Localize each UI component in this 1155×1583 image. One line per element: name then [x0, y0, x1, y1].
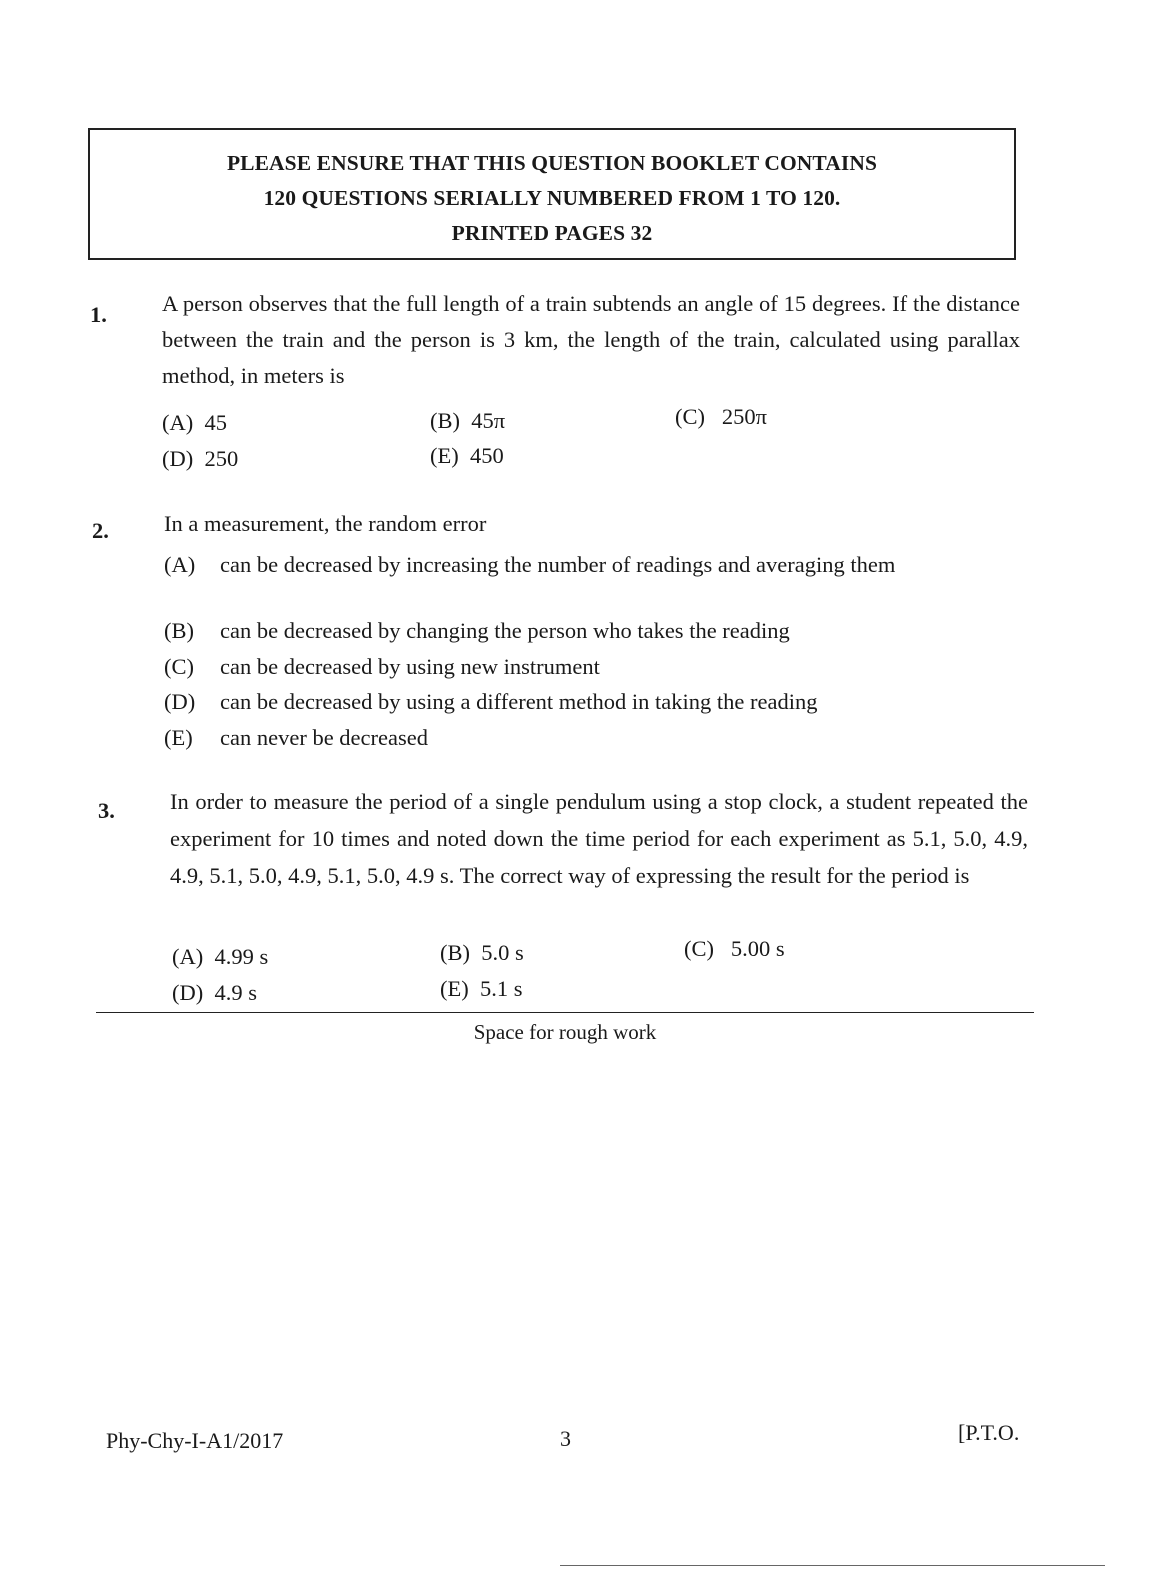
option-e: [440, 976, 523, 1002]
option-b: [430, 408, 505, 434]
rough-work-label: Space for rough work: [473, 1020, 657, 1044]
question-number: 3.: [98, 798, 115, 823]
option-label: (D): [164, 689, 196, 714]
question-number: 2.: [92, 518, 109, 543]
option-label: (D): [172, 980, 204, 1005]
notice-line-2: 120 QUESTIONS SERIALLY NUMBERED FROM 1 TO 120.: [263, 186, 841, 210]
option-a: [164, 548, 1020, 581]
option-label: (E): [440, 976, 469, 1001]
option-label: (A): [162, 410, 194, 435]
option-label: (C): [684, 936, 714, 961]
option-label: (B): [164, 618, 194, 643]
question-text: A person observes that the full length of a train subtends an angle of 15 degrees. If the distance between the train and the person is 3 km, the length of the train, calculated using parallax method, in meters is: [162, 291, 1020, 388]
option-label: (A): [164, 552, 196, 577]
option-c: [164, 650, 1020, 683]
option-text: 5.1 s: [479, 976, 523, 1001]
question-text: In a measurement, the random error: [164, 511, 487, 536]
notice-line-3: PRINTED PAGES 32: [451, 221, 653, 245]
option-text: can be decreased by increasing the number of readings and averaging them: [220, 552, 896, 577]
pto-marker: [P.T.O.: [958, 1420, 1020, 1445]
question-text: In order to measure the period of a single pendulum using a stop clock, a student repeated the experiment for 10 times and noted down the time period for each experiment as 5.1, 5.0, 4.9, 4.9, 5.1, 5.0, 4.9, 5.1, 5.0, 4.9 s. The correct way of expressing the result for the period is: [170, 789, 1028, 888]
option-label: (E): [164, 725, 193, 750]
option-text: 4.9 s: [214, 980, 257, 1005]
option-c: [675, 404, 767, 430]
option-text: 5.0 s: [481, 940, 524, 965]
option-text: 4.99 s: [214, 944, 269, 969]
option-label: (E): [430, 443, 459, 468]
option-text: can never be decreased: [220, 725, 428, 750]
option-d: [172, 980, 257, 1006]
option-label: (B): [430, 408, 460, 433]
option-d: [162, 446, 238, 472]
booklet-notice-box: [88, 128, 1016, 260]
option-label: (B): [440, 940, 470, 965]
option-c: [684, 936, 785, 962]
option-a: [172, 944, 268, 970]
option-text: 450: [469, 443, 504, 468]
option-text: 5.00 s: [730, 936, 785, 961]
option-label: (C): [675, 404, 705, 429]
option-text: can be decreased by using new instrument: [220, 654, 600, 679]
option-label: (D): [162, 446, 194, 471]
option-text: 45: [204, 410, 227, 435]
option-text: 250: [204, 446, 239, 471]
notice-line-1: PLEASE ENSURE THAT THIS QUESTION BOOKLET CONTAINS: [226, 151, 878, 175]
option-d: [164, 685, 1020, 718]
page-number: 3: [560, 1426, 571, 1451]
question-number: 1.: [90, 302, 107, 327]
option-b: [164, 614, 1020, 647]
option-label: (C): [164, 654, 194, 679]
paper-code: Phy-Chy-I-A1/2017: [106, 1428, 284, 1453]
option-e: [164, 721, 1020, 754]
option-text: 45π: [471, 408, 506, 433]
option-label: (A): [172, 944, 204, 969]
option-text: can be decreased by using a different method in taking the reading: [220, 689, 818, 714]
rough-work-divider: [96, 1012, 1034, 1013]
option-b: [440, 940, 524, 966]
option-text: can be decreased by changing the person who takes the reading: [220, 618, 790, 643]
option-text: 250π: [721, 404, 767, 429]
bottom-edge-line: [560, 1565, 1105, 1566]
option-a: [162, 410, 227, 436]
option-e: [430, 443, 504, 469]
